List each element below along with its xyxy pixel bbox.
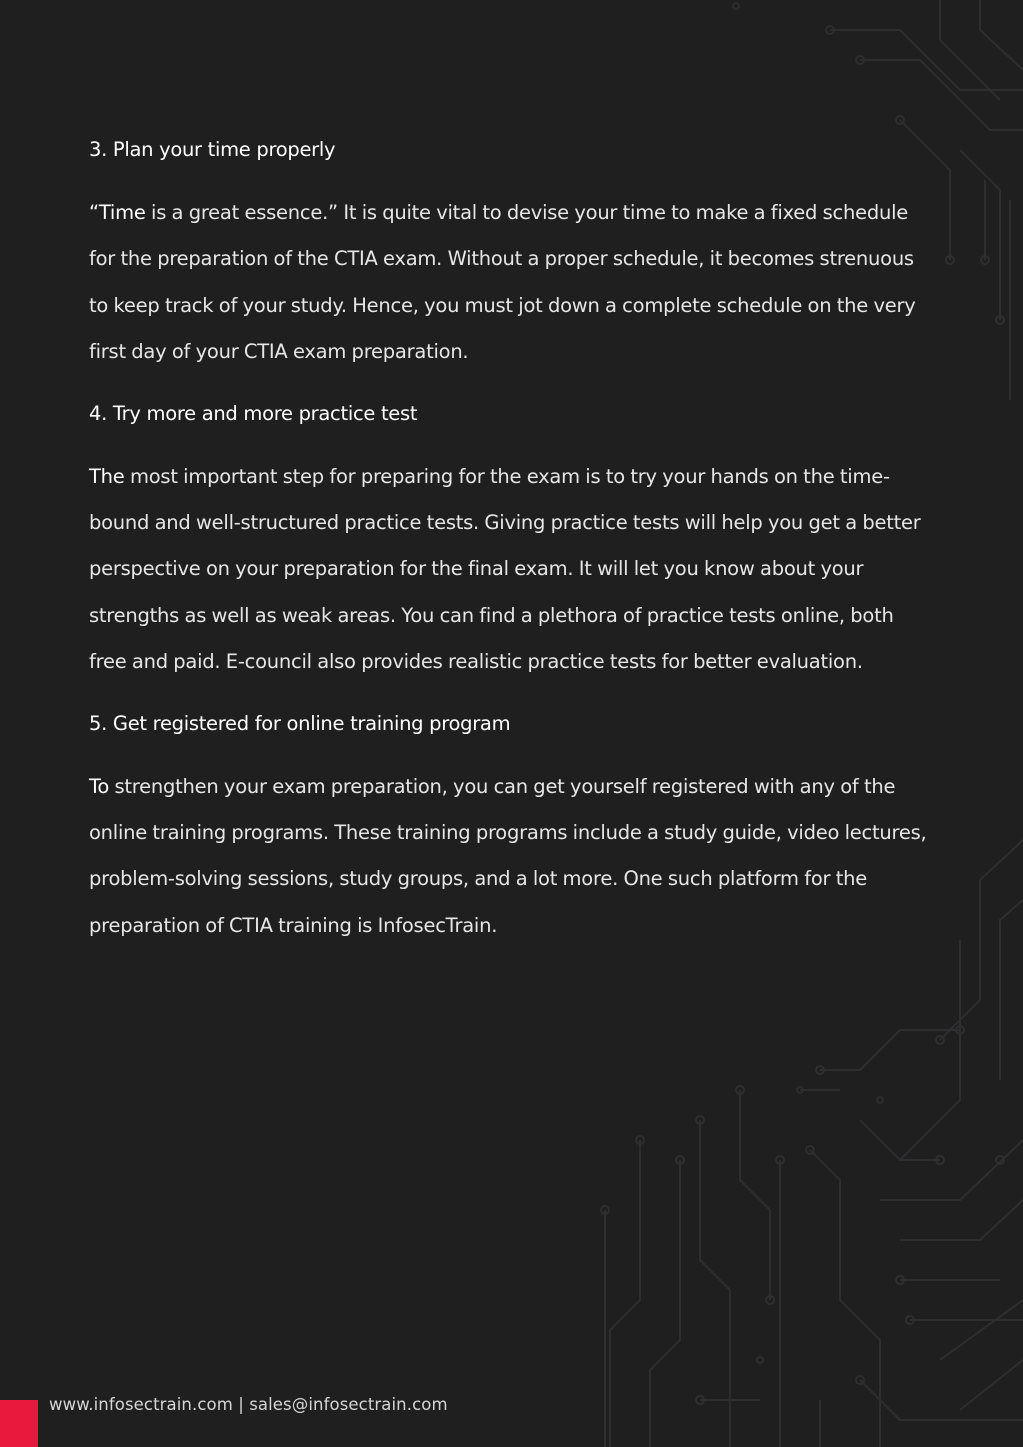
section-heading: 3. Plan your time properly <box>89 138 336 161</box>
section-heading: 4. Try more and more practice test <box>89 401 418 425</box>
section-plan-time <box>89 136 934 376</box>
paragraph-text: strengthen your exam preparation, you can get yourself registered with any of the online training programs. These training programs include a study guide, video lectures, problem-solving sessions, study groups, and a lot more. One such platform for the preparation of CTIA training is InfosecTrain. <box>89 774 927 937</box>
section-practice-tests <box>89 400 934 686</box>
section-paragraph <box>89 764 934 950</box>
document-body <box>89 136 934 973</box>
paragraph-lead-word: To <box>89 774 110 798</box>
paragraph-text: most important step for preparing for the exam is to try your hands on the time-bound and well-structured practice tests. Giving practice tests will help you get a better perspective on your preparation for the final exam. It will let you know about your strengths as well as weak areas. You can find a plethora of practice tests online, both free and paid. E-council also provides realistic practice tests for better evaluation. <box>89 464 921 674</box>
paragraph-lead-word: The <box>89 464 125 488</box>
section-paragraph <box>89 190 934 376</box>
section-heading: 5. Get registered for online training program <box>89 711 511 735</box>
paragraph-text: is a great essence.” It is quite vital to devise your time to make a fixed schedule for the preparation of the CTIA exam. Without a proper schedule, it becomes strenuous to keep track of your study. Hence, you must jot down a complete schedule on the very first day of your CTIA exam preparation. <box>89 201 916 364</box>
paragraph-lead-word: “Time <box>89 201 146 224</box>
section-paragraph <box>89 454 934 686</box>
footer-contact: www.infosectrain.com | sales@infosectrain.com <box>49 1395 448 1414</box>
section-online-training <box>89 710 934 950</box>
footer-accent-bar <box>0 1400 38 1447</box>
